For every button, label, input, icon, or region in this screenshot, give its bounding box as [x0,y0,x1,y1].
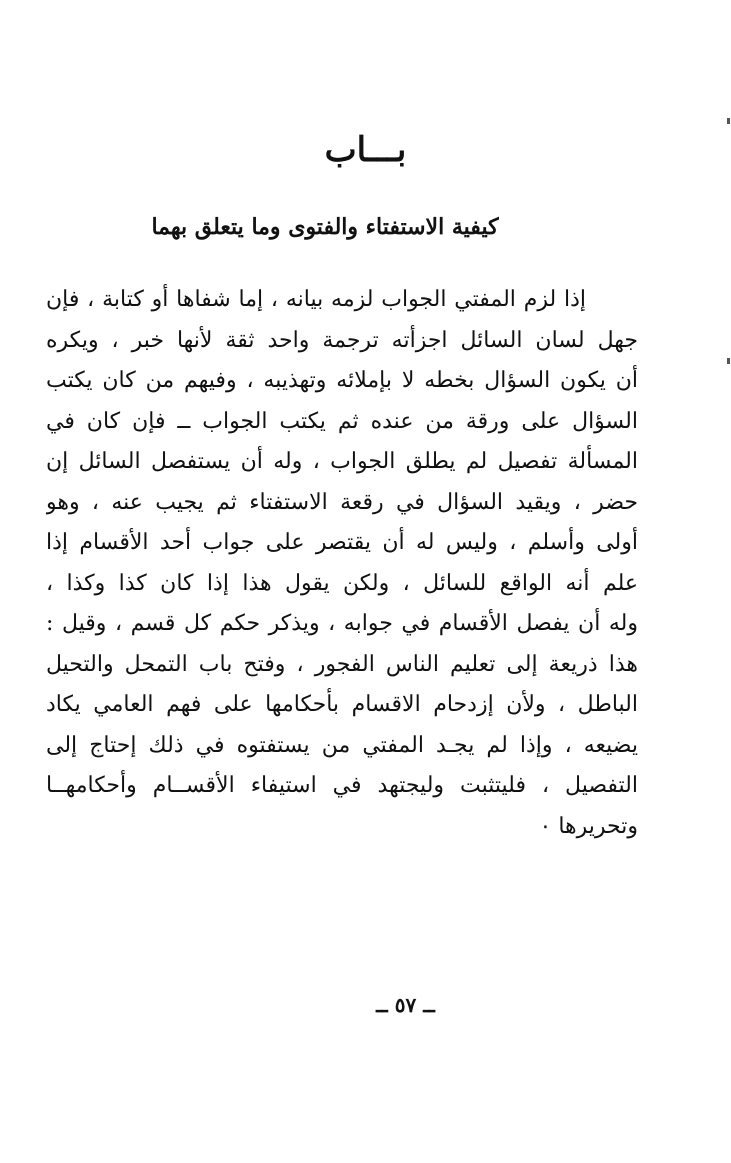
text-line: علم أنه الواقع للسائل ، ولكن يقول هذا إذا كان كذا وكذا ، [46,570,638,596]
text-line: التفصيل ، فليتثبت وليجتهد في استيفاء الأقســام وأحكامهــا [46,773,638,798]
text-line: المسألة تفصيل لم يطلق الجواب ، وله أن يستفصل السائل إن [46,449,638,474]
text-line: هذا ذريعة إلى تعليم الناس الفجور ، وفتح باب التمحل والتحيل [46,651,638,677]
text-line: حضر ، ويقيد السؤال في رقعة الاستفتاء ثم يجيب عنه ، وهو [46,489,638,515]
text-line: أولى وأسلم ، وليس له أن يقتصر على جواب أحد الأقسام إذا [46,530,638,555]
chapter-title: بـــاب [324,130,407,170]
text-line: أن يكون السؤال بخطه لا بإملائه وتهذيبه ، وفيهم من كان يكتب [46,368,638,393]
text-line: السؤال على ورقة من عنده ثم يكتب الجواب ــ فإن كان في [46,408,638,434]
text-line: إذا لزم المفتي الجواب لزمه بيانه ، إما شفاها أو كتابة ، فإن [46,287,586,312]
text-line: وله أن يفصل الأقسام في جوابه ، ويذكر حكم كل قسم ، وقيل : [46,611,638,636]
margin-mark [727,118,730,124]
margin-mark [727,358,730,364]
text-line: جهل لسان السائل اجزأته ترجمة واحد ثقة لأنها خبر ، ويكره [46,327,638,353]
body-paragraph [46,280,638,847]
page-number: ــ ٥٧ ــ [376,993,435,1017]
text-line: يضيعه ، وإذا لم يجـد المفتي من يستفتوه في ذلك إحتاج إلى [46,732,638,758]
text-line: الباطل ، ولأن إزدحام الاقسام بأحكامها على فهم العامي يكاد [46,692,638,717]
section-heading: كيفية الاستفتاء والفتوى وما يتعلق بهما [151,214,499,240]
text-line: وتحريرها ٠ [539,813,638,839]
